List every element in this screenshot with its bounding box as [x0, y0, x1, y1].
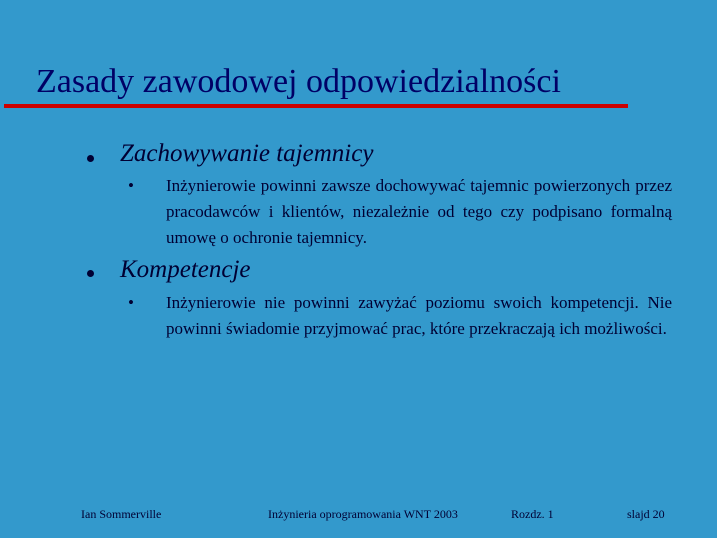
- level2-bullet-icon: •: [128, 293, 134, 312]
- slide-title: Zasady zawodowej odpowiedzialności: [36, 63, 561, 100]
- footer-chapter: Rozdz. 1: [511, 507, 554, 521]
- level1-bullet-icon: [87, 270, 94, 277]
- item-body-text: Inżynierowie powinni zawsze dochowywać tajemnic powierzonych przez pracodawców i klientów, niezależnie od tego czy podpisano formalną umowę o ochronie tajemnicy.: [166, 176, 672, 247]
- item-heading: Zachowywanie tajemnicy: [120, 140, 374, 167]
- footer-slide-number: slajd 20: [627, 507, 665, 521]
- level1-bullet-icon: [87, 155, 94, 162]
- title-underline: [4, 104, 628, 108]
- item-body-text: Inżynierowie nie powinni zawyżać poziomu swoich kompetencji. Nie powinni świadomie przyjmować prac, które przekraczają ich możliwości.: [166, 293, 672, 338]
- footer-course: Inżynieria oprogramowania WNT 2003: [268, 507, 458, 521]
- footer-author: Ian Sommerville: [81, 507, 162, 521]
- item-heading: Kompetencje: [120, 256, 251, 283]
- level2-bullet-icon: •: [128, 176, 134, 195]
